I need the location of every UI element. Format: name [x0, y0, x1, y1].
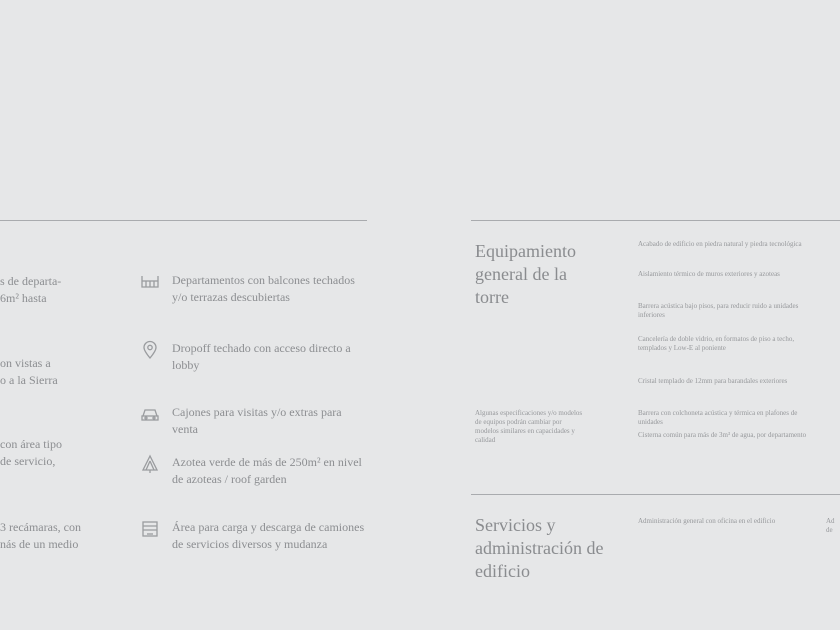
left-text-fragment: on vistas a o a la Sierra: [0, 356, 58, 387]
balcony-icon: [140, 272, 160, 292]
location-pin-icon: [140, 340, 160, 360]
spec-item: Barrera con colchoneta acústica y térmica en plafones de unidades: [638, 409, 798, 426]
spec-item: Aislamiento térmico de muros exteriores y azoteas: [638, 270, 780, 278]
feature-item-loading-area: [140, 519, 370, 553]
spec-item: Administración general con oficina en el edificio: [638, 517, 776, 525]
car-icon: [140, 404, 160, 424]
right-divider-top: [471, 220, 840, 221]
feature-text: Azotea verde de más de 250m² en nivel de azoteas / roof garden: [172, 455, 362, 486]
section-heading-equipamiento: Equipamiento general de la torre: [475, 241, 576, 307]
spec-item: Acabado de edificio en piedra natural y piedra tecnológica: [638, 240, 802, 248]
left-text-fragment: s de departa- 6m² hasta: [0, 274, 62, 305]
left-text-fragment: 3 recámaras, con nás de un medio: [0, 520, 81, 551]
left-divider: [0, 220, 367, 221]
truck-icon: [140, 519, 160, 539]
feature-text: Cajones para visitas y/o extras para venta: [172, 405, 342, 436]
feature-text: Departamentos con balcones techados y/o terrazas descubiertas: [172, 273, 355, 304]
spec-item: Cristal templado de 12mm para barandales exteriores: [638, 377, 788, 385]
tree-icon: [140, 454, 160, 474]
feature-text: Dropoff techado con acceso directo a lobby: [172, 341, 351, 372]
spec-item-cut: Ad de: [826, 517, 835, 534]
spec-item: Cisterna común para más de 3m³ de agua, por departamento: [638, 431, 807, 439]
spec-item: Barrera acústica bajo pisos, para reducir ruido a unidades inferiores: [638, 302, 799, 319]
feature-item-balcony: [140, 272, 370, 306]
right-divider-middle: [471, 494, 840, 495]
specs-disclaimer-note: Algunas especificaciones y/o modelos de equipos podrán cambiar por modelos similares en capacidades y calidad: [475, 409, 583, 444]
feature-item-dropoff: [140, 340, 370, 374]
section-heading-servicios: Servicios y administración de edificio: [475, 515, 604, 581]
left-text-fragment: con área tipo de servicio,: [0, 437, 62, 468]
feature-item-roof-garden: [140, 454, 370, 488]
spec-item: Cancelería de doble vidrio, en formatos de piso a techo, templados y Low-E al poniente: [638, 335, 795, 352]
feature-text: Área para carga y descarga de camiones de servicios diversos y mudanza: [172, 520, 365, 551]
feature-item-parking: [140, 404, 370, 438]
